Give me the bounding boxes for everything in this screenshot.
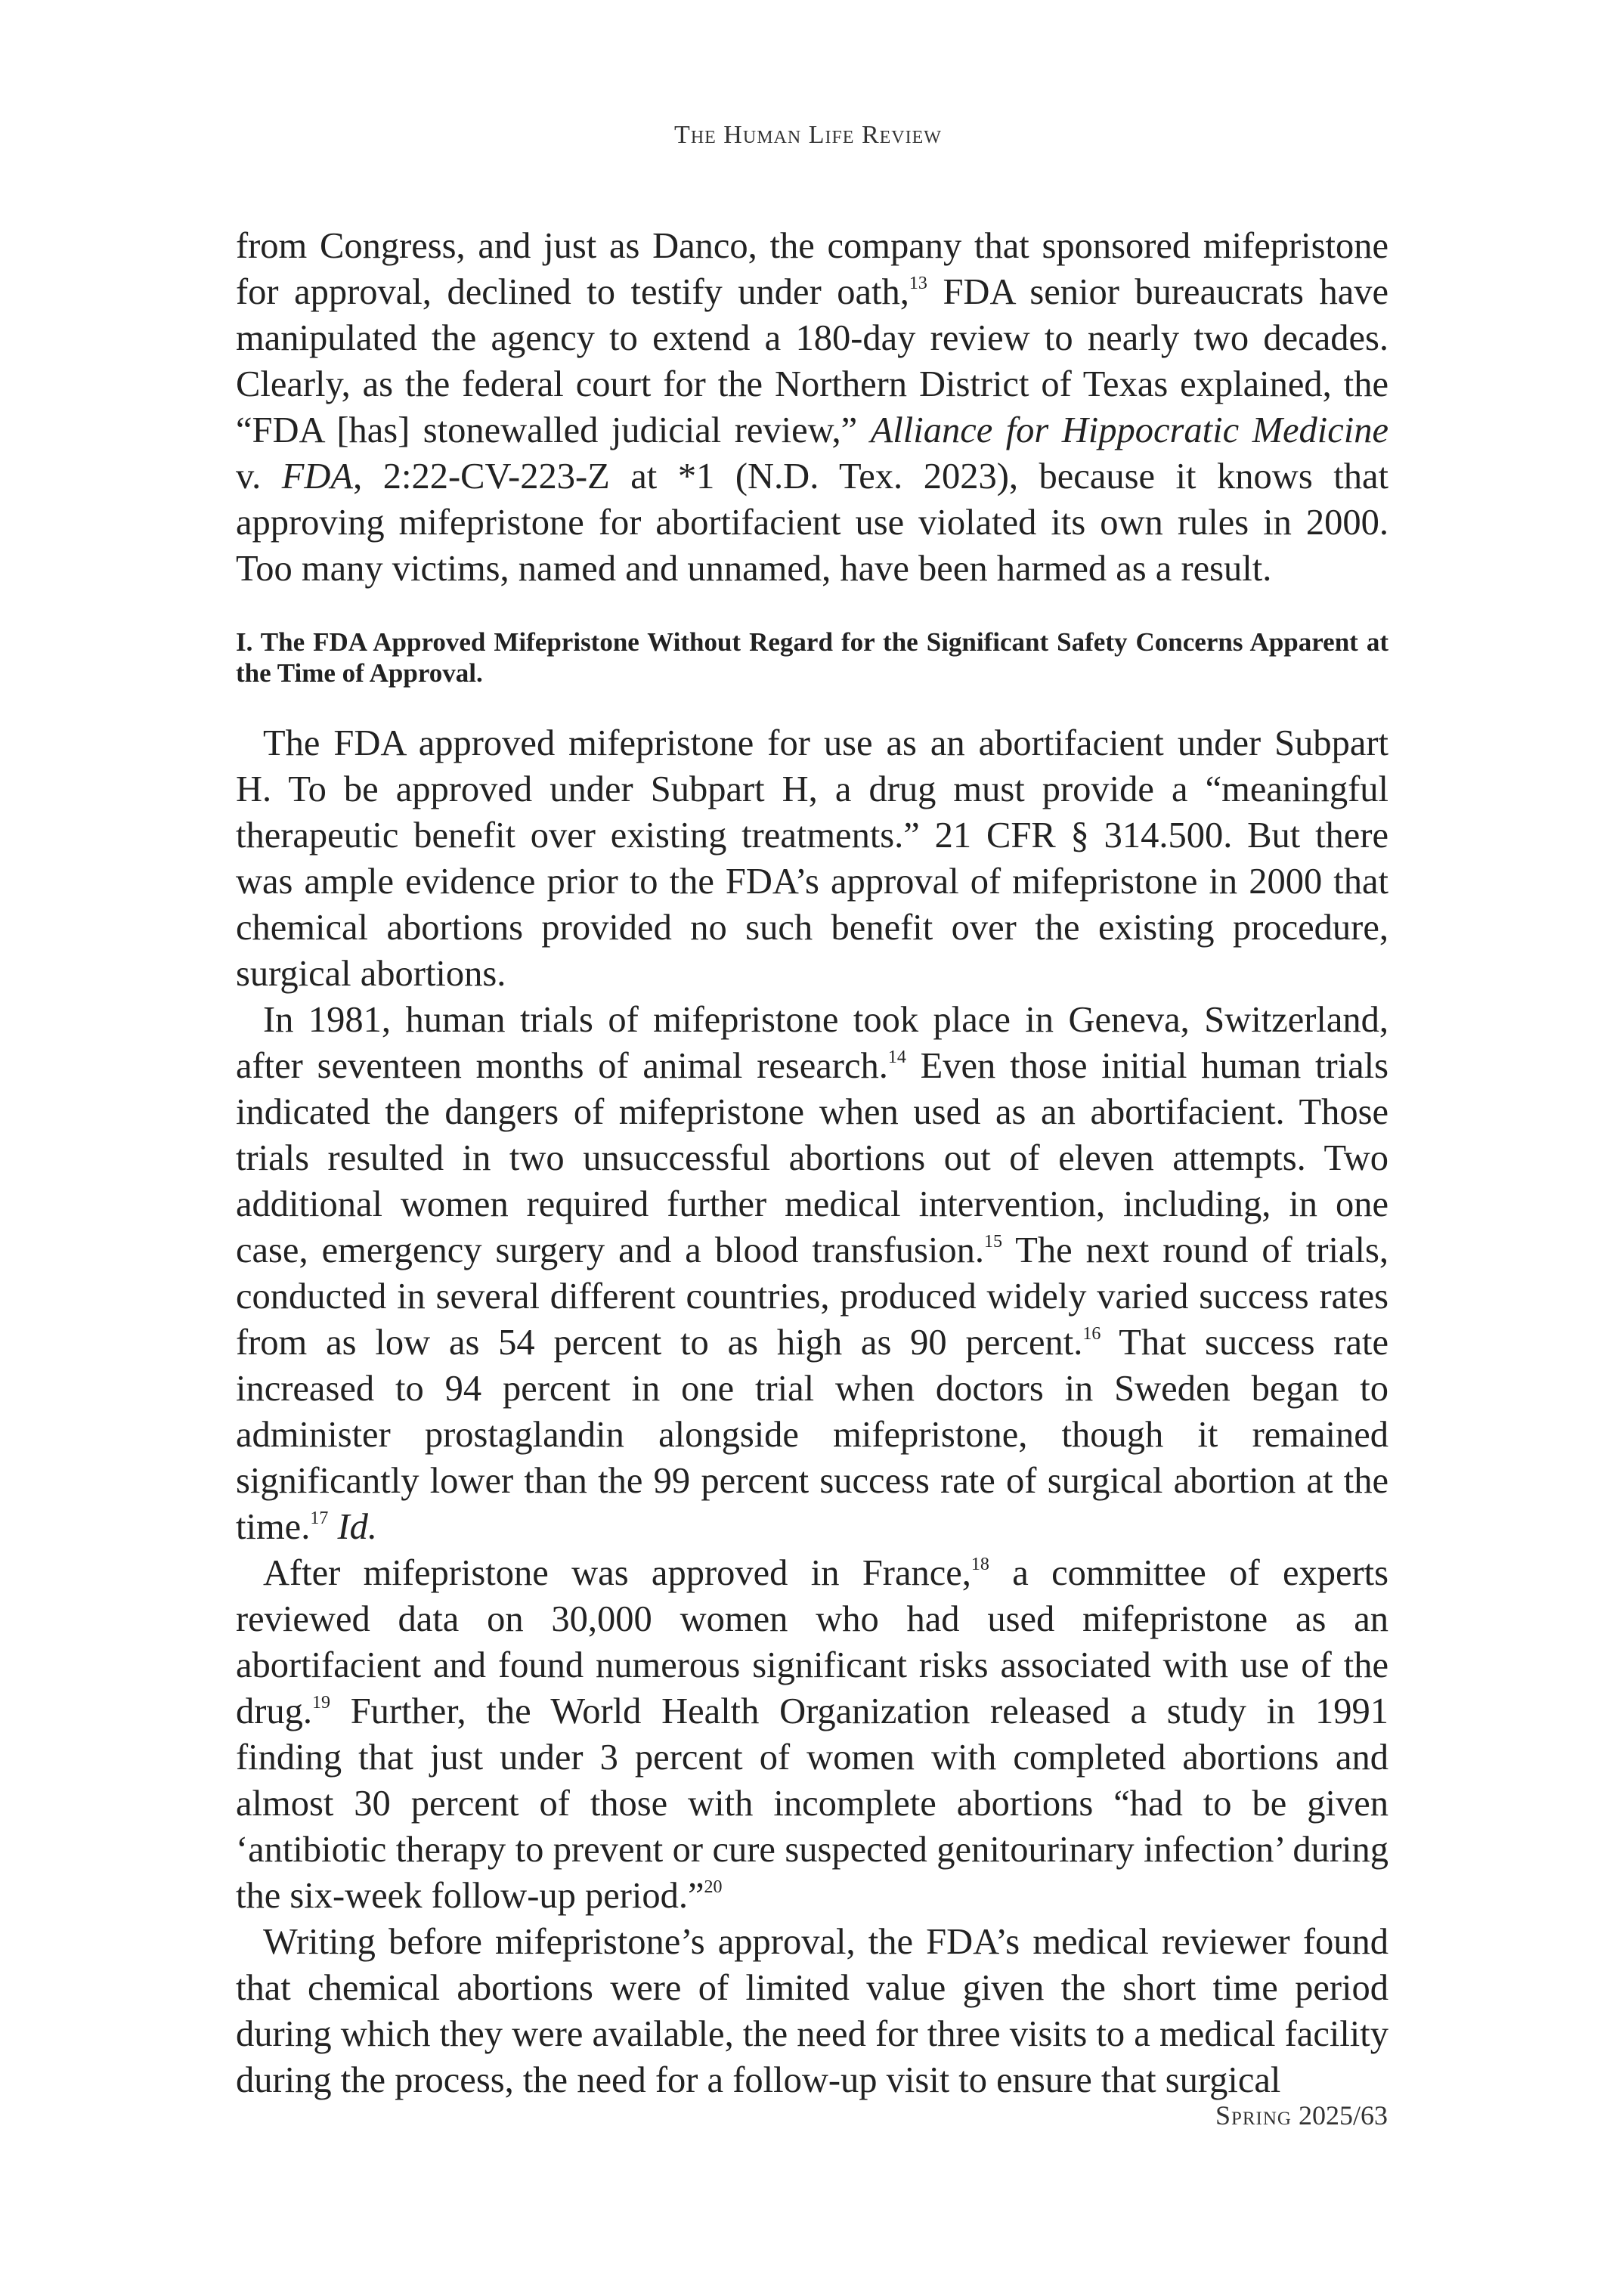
id-citation: Id. bbox=[337, 1507, 377, 1547]
footnote-ref-20: 20 bbox=[704, 1877, 723, 1897]
footnote-ref-18: 18 bbox=[971, 1555, 989, 1574]
footnote-ref-19: 19 bbox=[312, 1693, 331, 1713]
paragraph-medical-reviewer: Writing before mifepristone’s approval, the FDA’s medical reviewer found that chemical abortions were of limited value given the short time period during which they were available, the need for three visits to a medical facility during the process, the need for a follow-up visit to ensure that surgical bbox=[236, 1922, 1388, 2100]
footnote-ref-17: 17 bbox=[310, 1508, 329, 1528]
paragraph-1981-trials: In 1981, human trials of mifepristone took place in Geneva, Switzerland, after seventeen months of animal research.$^{14}$ Even those initial human trials indicated the dangers of mifepristone when used as an abortifacient. Those trials resulted in two unsuccessful abortions out of eleven attempts. Two additional women required further medical intervention, including, in one case, emergency surgery and a blood transfusion.$^{15}$ The next round of trials, conducted in several different countries, produced widely varied success rates from as low as 54 percent to as high as 90 percent.$^{16}$ That success rate increased to 94 percent in one trial when doctors in Sweden began to administer prostaglandin alongside mifepristone, though it remained significantly lower than the 99 percent success rate of surgical abortion at the time.$^{17}$ Id. bbox=[236, 1000, 1388, 1547]
case-party: FDA bbox=[281, 456, 354, 497]
paragraph-continued: from Congress, and just as Danco, the company that sponsored mifepristone for approval, declined to testify under oath,$^{13}$ FDA senior bureaucrats have manipulated the agency to extend a 180-day review to nearly two decades. Clearly, as the federal court for the Northern District of Texas explained, the “FDA [has] stonewalled judicial review,” Alliance for Hippocratic Medicine v. FDA, 2:22-CV-223-Z at *1 (N.D. Tex. 2023), because it knows that approving mifepristone for abortifacient use violated its own rules in 2000. Too many victims, named and unnamed, have been harmed as a result. bbox=[236, 226, 1389, 589]
footnote-ref-15: 15 bbox=[984, 1232, 1003, 1252]
paragraph-france-approval: After mifepristone was approved in France,$^{18}$ a committee of experts reviewed data on 30,000 women who had used mifepristone as an abortifacient and found numerous significant risks associated with use of the drug.$^{19}$ Further, the World Health Organization released a study in 1991 finding that just under 3 percent of women with completed abortions and almost 30 percent of those with incomplete abortions “had to be given ‘antibiotic therapy to prevent or cure suspected genitourinary infection’ during the six-week follow-up period.”$^{20}$ bbox=[236, 1553, 1388, 1916]
paragraph-subpart-h: The FDA approved mifepristone for use as an abortifacient under Subpart H. To be approved under Subpart H, a drug must provide a “meaningful therapeutic benefit over existing treatments.” 21 CFR § 314.500. But there was ample evidence prior to the FDA’s approval of mifepristone in 2000 that chemical abortions provided no such benefit over the existing procedure, surgical abortions. bbox=[236, 723, 1388, 994]
case-name: Alliance for Hippocratic Medicine bbox=[870, 410, 1388, 450]
footnote-ref-16: 16 bbox=[1082, 1324, 1101, 1344]
issue-page-number: 2025/63 bbox=[1291, 2100, 1388, 2130]
running-header: The Human Life Review bbox=[674, 121, 942, 149]
page-footer bbox=[1215, 2100, 1388, 2131]
issue-season: Spring bbox=[1215, 2100, 1292, 2130]
body-text bbox=[236, 223, 1388, 2103]
section-heading: I. The FDA Approved Mifepristone Without Regard for the Significant Safety Concerns Apparent at the Time of Approval. bbox=[236, 627, 1388, 688]
footnote-ref-13: 13 bbox=[909, 274, 927, 293]
footnote-ref-14: 14 bbox=[887, 1047, 906, 1067]
